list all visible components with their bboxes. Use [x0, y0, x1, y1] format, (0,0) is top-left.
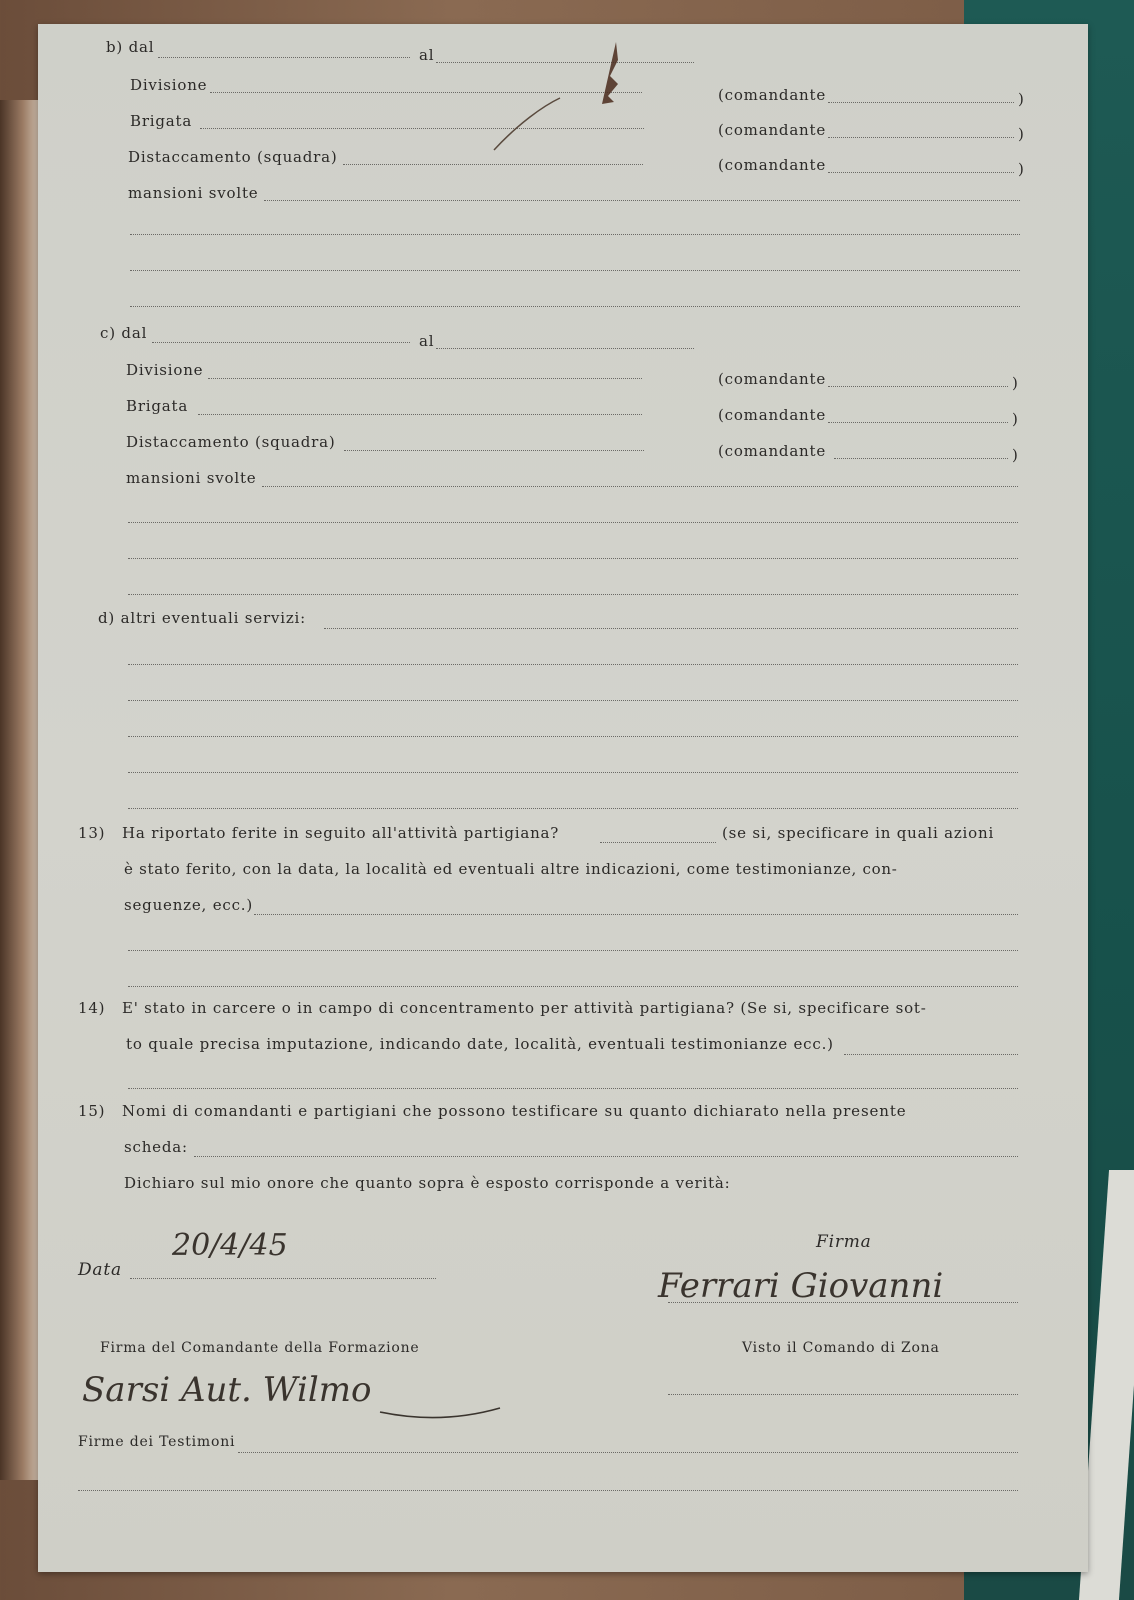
section-c-close-paren-1: ) — [1012, 374, 1019, 392]
section-c-marker: c) dal — [100, 324, 148, 342]
data-handwritten-value: 20/4/45 — [172, 1228, 288, 1263]
section-b-mansioni-line[interactable] — [130, 234, 1020, 235]
declaration-text: Dichiaro sul mio onore che quanto sopra è esposto corrisponde a verità: — [124, 1174, 731, 1192]
q13-details-line[interactable] — [128, 950, 1018, 951]
firma-signature: Ferrari Giovanni — [658, 1266, 944, 1306]
q13-instruction-line-2: è stato ferito, con la data, la località ed eventuali altre indicazioni, come testimonianze, con- — [124, 860, 898, 878]
q13-question-text: Ha riportato ferite in seguito all'attività partigiana? — [122, 824, 560, 842]
section-b-marker: b) dal — [106, 38, 155, 56]
data-field[interactable] — [130, 1278, 436, 1279]
section-b-comandante-3-field[interactable] — [828, 172, 1014, 173]
q13-details-line[interactable] — [128, 986, 1018, 987]
q13-answer-field[interactable] — [600, 842, 716, 843]
section-b-close-paren-1: ) — [1018, 90, 1025, 108]
q13-instruction-text: (se si, specificare in quali azioni — [722, 824, 995, 842]
zona-visa-field[interactable] — [668, 1394, 1018, 1395]
section-b-mansioni-line[interactable] — [130, 270, 1020, 271]
section-b-mansioni-line[interactable] — [130, 306, 1020, 307]
section-c-divisione-field[interactable] — [208, 378, 642, 379]
q15-number: 15) — [78, 1102, 106, 1120]
ink-stain — [588, 40, 638, 130]
q14-question-line-2: to quale precisa imputazione, indicando date, località, eventuali testimonianze ecc.) — [126, 1035, 834, 1053]
witnesses-field[interactable] — [238, 1452, 1018, 1453]
section-b-al-label: al — [419, 46, 435, 64]
section-c-mansioni-line[interactable] — [128, 558, 1018, 559]
section-c-distaccamento-field[interactable] — [344, 450, 644, 451]
section-c-comandante-3-field[interactable] — [834, 458, 1008, 459]
commander-signature-label: Firma del Comandante della Formazione — [100, 1340, 420, 1356]
signature-flourish — [378, 1394, 508, 1424]
section-c-mansioni-line[interactable] — [128, 594, 1018, 595]
witnesses-label: Firme dei Testimoni — [78, 1434, 236, 1450]
witnesses-line[interactable] — [78, 1490, 1018, 1491]
section-c-comandante-1-field[interactable] — [828, 386, 1008, 387]
section-b-comandante-1-label: (comandante — [718, 86, 827, 104]
section-d-line[interactable] — [128, 772, 1018, 773]
section-b-brigata-field[interactable] — [200, 128, 644, 129]
commander-signature: Sarsi Aut. Wilmo — [82, 1370, 372, 1410]
section-c-comandante-2-field[interactable] — [828, 422, 1008, 423]
q14-answer-field[interactable] — [844, 1054, 1018, 1055]
q13-instruction-line-3: seguenze, ecc.) — [124, 896, 253, 914]
section-b-comandante-2-field[interactable] — [828, 137, 1014, 138]
zona-visa-label: Visto il Comando di Zona — [742, 1340, 940, 1356]
section-b-close-paren-2: ) — [1018, 125, 1025, 143]
form-sheet — [38, 24, 1088, 1572]
q14-answer-line[interactable] — [128, 1088, 1018, 1089]
section-c-al-field[interactable] — [436, 348, 694, 349]
q14-question-text: E' stato in carcere o in campo di concentramento per attività partigiana? (Se si, specificare sot- — [122, 999, 927, 1017]
q14-number: 14) — [78, 999, 106, 1017]
q15-question-line-2: scheda: — [124, 1138, 188, 1156]
section-b-comandante-1-field[interactable] — [828, 102, 1014, 103]
section-c-comandante-3-label: (comandante — [718, 442, 827, 460]
section-c-comandante-2-label: (comandante — [718, 406, 827, 424]
section-b-close-paren-3: ) — [1018, 160, 1025, 178]
section-d-field[interactable] — [324, 628, 1018, 629]
q13-number: 13) — [78, 824, 106, 842]
section-c-mansioni-field[interactable] — [262, 486, 1018, 487]
section-b-brigata-label: Brigata — [130, 112, 193, 130]
section-b-comandante-2-label: (comandante — [718, 121, 827, 139]
section-d-label: d) altri eventuali servizi: — [98, 609, 306, 627]
section-b-divisione-field[interactable] — [210, 92, 642, 93]
q13-details-field[interactable] — [254, 914, 1018, 915]
section-b-mansioni-field[interactable] — [264, 200, 1020, 201]
section-b-distaccamento-field[interactable] — [343, 164, 643, 165]
section-b-dal-field[interactable] — [158, 57, 410, 58]
section-d-line[interactable] — [128, 700, 1018, 701]
section-b-mansioni-label: mansioni svolte — [128, 184, 259, 202]
section-b-comandante-3-label: (comandante — [718, 156, 827, 174]
section-c-mansioni-line[interactable] — [128, 522, 1018, 523]
data-label: Data — [78, 1260, 122, 1280]
q15-question-text: Nomi di comandanti e partigiani che possono testificare su quanto dichiarato nella presente — [122, 1102, 907, 1120]
section-b-al-field[interactable] — [436, 62, 694, 63]
section-c-brigata-field[interactable] — [198, 414, 642, 415]
section-c-divisione-label: Divisione — [126, 361, 204, 379]
section-c-al-label: al — [419, 332, 435, 350]
section-d-line[interactable] — [128, 664, 1018, 665]
firma-label: Firma — [816, 1232, 872, 1252]
section-d-line[interactable] — [128, 808, 1018, 809]
section-b-distaccamento-label: Distaccamento (squadra) — [128, 148, 338, 166]
section-c-comandante-1-label: (comandante — [718, 370, 827, 388]
background-left-edge — [0, 100, 38, 1480]
section-b-divisione-label: Divisione — [130, 76, 208, 94]
section-c-close-paren-3: ) — [1012, 446, 1019, 464]
section-c-close-paren-2: ) — [1012, 410, 1019, 428]
q15-answer-field[interactable] — [194, 1156, 1018, 1157]
ink-scratch — [488, 94, 568, 154]
section-c-mansioni-label: mansioni svolte — [126, 469, 257, 487]
section-d-line[interactable] — [128, 736, 1018, 737]
section-c-brigata-label: Brigata — [126, 397, 189, 415]
section-c-dal-field[interactable] — [152, 342, 410, 343]
section-c-distaccamento-label: Distaccamento (squadra) — [126, 433, 336, 451]
